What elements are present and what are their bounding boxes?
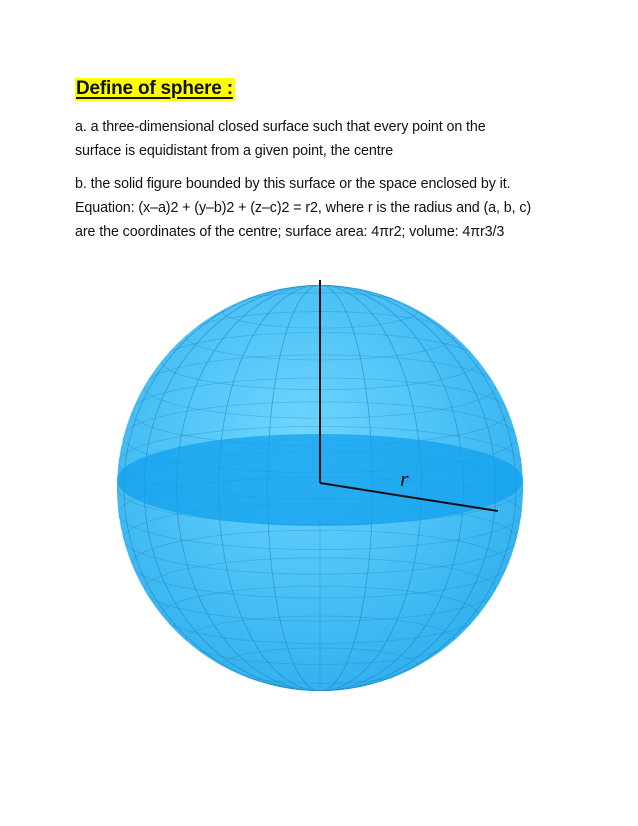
sphere-illustration <box>100 270 540 710</box>
radius-label: r <box>400 466 409 491</box>
sphere-figure <box>100 270 540 710</box>
definition-b-line-3: are the coordinates of the centre; surface area: 4πr2; volume: 4πr3/3 <box>75 224 505 240</box>
definition-b <box>75 172 595 244</box>
definition-b-line-2: Equation: (x–a)2 + (y–b)2 + (z–c)2 = r2, where r is the radius and (a, b, c) <box>75 200 532 216</box>
definition-a-line-1: a. a three-dimensional closed surface such that every point on the <box>75 119 486 135</box>
page-title: Define of sphere : <box>76 78 233 99</box>
definition-b-line-1: b. the solid figure bounded by this surface or the space enclosed by it. <box>75 176 511 192</box>
definition-a <box>75 115 595 163</box>
definition-a-line-2: surface is equidistant from a given point, the centre <box>75 143 394 159</box>
